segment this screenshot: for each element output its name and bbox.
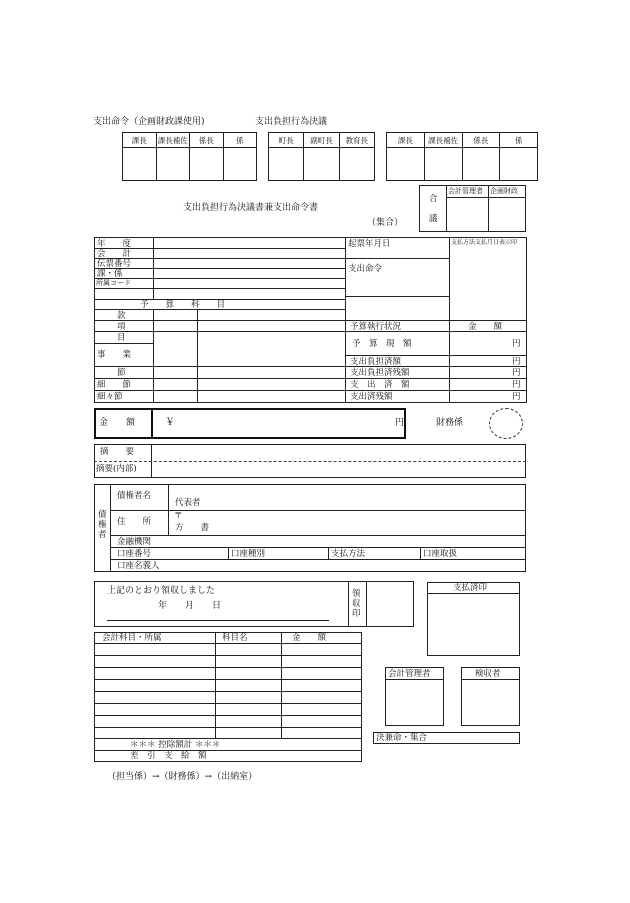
sub-item-label: 細 節 xyxy=(97,380,132,390)
inspector-label: 検収者 xyxy=(475,669,501,679)
approval-label: 係長 xyxy=(189,133,223,147)
bank-label: 金融機関 xyxy=(117,537,152,547)
address-extra-label: 方 書 xyxy=(175,523,210,533)
approval-label: 教育長 xyxy=(339,133,374,147)
yen-unit: 円 xyxy=(512,357,521,367)
fiscal-year-label: 年 度 xyxy=(97,239,132,249)
yen-unit: 円 xyxy=(512,392,521,402)
receipt-text: 上記のとおり領収しました xyxy=(107,586,216,596)
department-code-label: 所属コード xyxy=(96,279,131,287)
account-dept-header: 会計科目・所属 xyxy=(102,633,162,643)
amount-column-header: 金 額 xyxy=(468,322,503,332)
budget-kan-label: 款 xyxy=(117,311,126,321)
creditor-side-label: 債 xyxy=(98,510,107,520)
yen-symbol: ￥ xyxy=(165,417,175,428)
finance-seal-circle xyxy=(489,408,523,439)
budget-item-header: 予 算 科 目 xyxy=(140,300,226,310)
sub-sub-item-label: 細々節 xyxy=(97,392,123,402)
net-payment-label: 差 引 支 給 額 xyxy=(130,751,207,761)
yen-unit: 円 xyxy=(512,368,521,378)
amount-header: 金 額 xyxy=(292,633,327,643)
issue-date-label: 起票年月日 xyxy=(348,239,391,249)
current-budget-label: 予 算 現 額 xyxy=(352,339,412,349)
approval-box-finance xyxy=(122,132,257,181)
receipt-seal-label: 領 xyxy=(352,589,361,599)
routing-flow: （担当係）→（財務係）→（出納室） xyxy=(107,772,258,782)
approval-label: 課長補佐 xyxy=(424,133,462,147)
approval-label: 課長 xyxy=(131,135,147,145)
voucher-number-label: 伝票番号 xyxy=(97,259,132,269)
creditor-name-label: 債権者名 xyxy=(117,491,152,501)
section-label: 課・係 xyxy=(97,269,123,279)
project-label: 事 業 xyxy=(97,350,132,360)
approval-box-executives xyxy=(268,132,375,181)
approval-label: 副町長 xyxy=(303,133,338,147)
summary-label: 摘 要 xyxy=(100,447,135,457)
postal-mark: 〒 xyxy=(174,511,183,521)
account-holder-label: 口座名義人 xyxy=(117,561,160,571)
paid-balance-label: 支出済残額 xyxy=(350,392,393,402)
creditor-side-label: 者 xyxy=(98,530,107,540)
account-number-label: 口座番号 xyxy=(117,549,152,559)
address-label: 住 所 xyxy=(117,517,152,527)
finance-section-label: 財務係 xyxy=(436,418,464,428)
account-type-label: 口座種別 xyxy=(231,549,266,559)
payment-method-label: 支払方法 xyxy=(331,549,366,559)
deduction-total-label: ＊＊＊ 控除額計 ＊＊＊ xyxy=(130,740,221,750)
approval-label: 係 xyxy=(223,133,257,147)
payment-order-title: 支出命令（企画財政課使用) xyxy=(93,117,205,127)
payment-method-stamp-label: 支払方法支払月日表示印 xyxy=(451,239,518,246)
internal-summary-label: 摘要(内部) xyxy=(96,464,137,474)
amount-label: 金 額 xyxy=(99,418,136,428)
amount-yen-unit: 円 xyxy=(395,418,405,428)
budget-execution-header: 予算執行状況 xyxy=(350,322,402,332)
paid-stamp-label: 支払済印 xyxy=(453,583,488,593)
expenditure-resolution-title: 支出負担行為決議 xyxy=(255,117,328,127)
accounting-manager-label: 会計管理者 xyxy=(388,669,431,679)
paid-amount-label: 支 出 済 額 xyxy=(350,380,410,390)
receipt-seal-label: 収 xyxy=(352,599,361,609)
yen-unit: 円 xyxy=(512,380,521,390)
approval-label: 町長 xyxy=(278,135,294,145)
accounting-manager-label: 会計管理者 xyxy=(448,187,483,195)
budget-setsu-label: 節 xyxy=(117,368,126,378)
committed-balance-label: 支出負担済残額 xyxy=(350,368,410,378)
consultation-label-top: 合 xyxy=(429,194,438,204)
representative-label: 代表者 xyxy=(175,498,201,508)
receipt-date-label: 年 月 日 xyxy=(158,601,222,611)
budget-moku-label: 目 xyxy=(117,333,126,343)
approval-label: 課長 xyxy=(397,135,413,145)
amount-box xyxy=(94,408,406,439)
yen-unit: 円 xyxy=(512,339,521,349)
receipt-seal-label: 印 xyxy=(352,609,361,619)
account-label: 会 計 xyxy=(97,249,132,259)
consultation-label-bottom: 議 xyxy=(429,214,438,224)
approval-label: 係 xyxy=(499,133,537,147)
creditor-side-label: 権 xyxy=(98,520,107,530)
payment-order-label: 支出命令 xyxy=(348,264,383,274)
aggregation-label: （集合） xyxy=(367,218,404,228)
approval-label: 課長補佐 xyxy=(156,133,190,147)
combined-order-label: 決兼命・集合 xyxy=(376,733,428,743)
account-handling-label: 口座取扱 xyxy=(423,549,458,559)
budget-kou-label: 項 xyxy=(117,322,126,332)
planning-finance-label: 企画財政 xyxy=(490,187,518,195)
item-name-header: 科目名 xyxy=(222,633,248,643)
document-title: 支出負担行為決議書兼支出命令書 xyxy=(183,203,319,213)
approval-box-department xyxy=(386,132,538,181)
committed-amount-label: 支出負担済額 xyxy=(350,357,402,367)
approval-label: 係長 xyxy=(462,133,500,147)
